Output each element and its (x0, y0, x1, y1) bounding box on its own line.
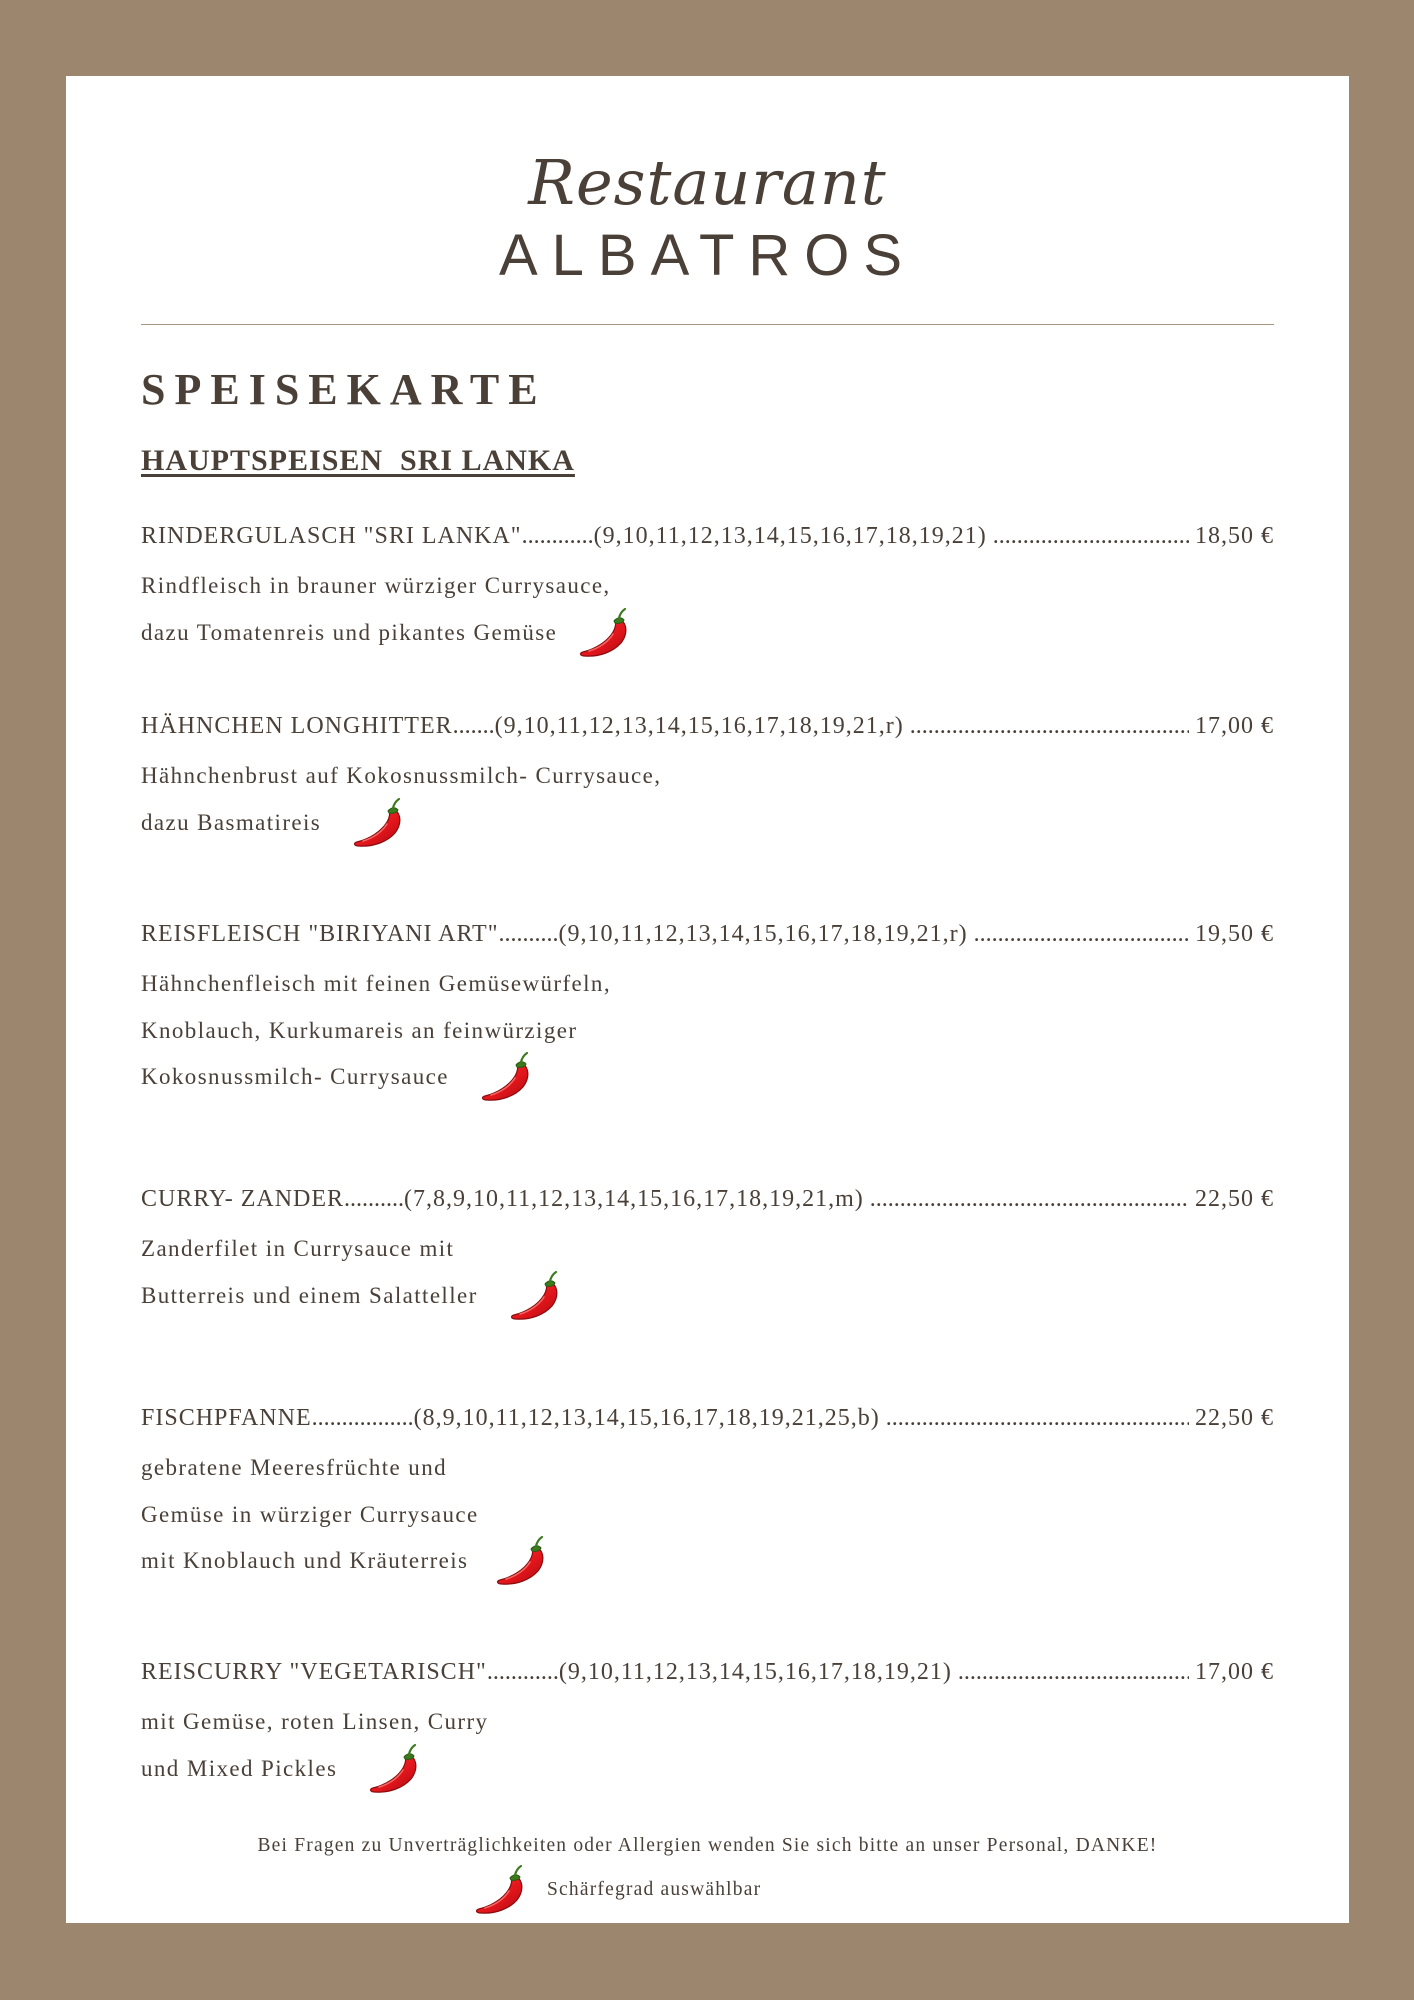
dish-dots: ................. (311, 1405, 414, 1431)
dish-allergens: (8,9,10,11,12,13,14,15,16,17,18,19,21,25,b) (413, 1405, 880, 1431)
dish-item (141, 921, 1274, 1101)
divider (141, 324, 1274, 325)
dish-name: REISFLEISCH "BIRIYANI ART" (141, 921, 499, 947)
dish-name: HÄHNCHEN LONGHITTER (141, 713, 453, 739)
dish-description-line: dazu Tomatenreis und pikantes Gemüse (141, 610, 1274, 657)
dish-allergens: (9,10,11,12,13,14,15,16,17,18,19,21) (593, 523, 987, 549)
dish-item (141, 1186, 1274, 1319)
spice-legend (471, 1863, 761, 1917)
dish-header (141, 921, 1274, 961)
chili-pepper-icon (471, 1863, 533, 1917)
dish-description-line: gebratene Meeresfrüchte und (141, 1455, 447, 1480)
dish-description-line: und Mixed Pickles (141, 1746, 1274, 1793)
spice-legend-text: Schärfegrad auswählbar (547, 1879, 762, 1900)
dish-header (141, 523, 1274, 563)
dish-description-line: dazu Basmatireis (141, 800, 1274, 847)
dish-description-line: Hähnchenbrust auf Kokosnussmilch- Currysauce, (141, 763, 662, 788)
dot-leader (886, 1405, 1189, 1432)
dish-description-line: mit Gemüse, roten Linsen, Curry (141, 1709, 489, 1734)
dish-price: 17,00 € (1195, 1659, 1274, 1685)
dish-price: 19,50 € (1195, 921, 1274, 947)
dish-allergens: (9,10,11,12,13,14,15,16,17,18,19,21) (558, 1659, 952, 1685)
dish-description-line: Knoblauch, Kurkumareis an feinwürziger (141, 1017, 578, 1043)
dot-leader (910, 713, 1189, 740)
chili-pepper-icon (477, 1050, 539, 1104)
dish-name: FISCHPFANNE (141, 1405, 312, 1431)
allergy-note: Bei Fragen zu Unverträglichkeiten oder Allergien wenden Sie sich bitte an unser Personal, DANKE! (257, 1835, 1158, 1856)
dish-price: 22,50 € (1195, 1186, 1274, 1212)
dish-header (141, 1405, 1274, 1445)
dish-price: 18,50 € (1195, 523, 1274, 549)
dish-description-line: Rindfleisch in brauner würziger Currysauce, (141, 573, 611, 598)
dish-item (141, 1405, 1274, 1585)
dish-header (141, 1659, 1274, 1699)
dish-description-line: Gemüse in würziger Currysauce (141, 1501, 479, 1527)
dish-name: REISCURRY "VEGETARISCH" (141, 1659, 487, 1685)
dish-header (141, 1186, 1274, 1226)
dish-price: 17,00 € (1195, 713, 1274, 739)
chili-pepper-icon (492, 1534, 554, 1588)
dish-allergens: (7,8,9,10,11,12,13,14,15,16,17,18,19,21,m) (404, 1186, 864, 1212)
dish-name: RINDERGULASCH "SRI LANKA" (141, 523, 522, 549)
chili-pepper-icon (575, 606, 637, 660)
dot-leader (870, 1186, 1189, 1213)
dish-dots: ............ (521, 523, 594, 549)
chili-pepper-icon (349, 796, 411, 850)
dish-description-line: Butterreis und einem Salatteller (141, 1273, 1274, 1320)
dot-leader (993, 523, 1189, 550)
dish-item (141, 523, 1274, 656)
dot-leader (974, 921, 1189, 948)
dish-dots: ....... (452, 713, 495, 739)
dish-allergens: (9,10,11,12,13,14,15,16,17,18,19,21,r) (494, 713, 904, 739)
chili-pepper-icon (506, 1269, 568, 1323)
dot-leader (958, 1659, 1189, 1686)
logo-script: Restaurant (528, 146, 887, 219)
logo-name: ALBATROS (498, 223, 917, 288)
menu-title: SPEISEKARTE (141, 365, 547, 414)
dish-header (141, 713, 1274, 753)
dish-dots: .......... (498, 921, 559, 947)
dish-dots: .......... (344, 1186, 405, 1212)
dish-item (141, 1659, 1274, 1792)
dish-description-line: mit Knoblauch und Kräuterreis (141, 1538, 1274, 1585)
dish-description-line: Kokosnussmilch- Currysauce (141, 1054, 1274, 1101)
menu-page (66, 76, 1349, 1923)
dish-name: CURRY- ZANDER (141, 1186, 345, 1212)
dish-dots: ............ (486, 1659, 559, 1685)
dish-price: 22,50 € (1195, 1405, 1274, 1431)
dish-description-line: Hähnchenfleisch mit feinen Gemüsewürfeln, (141, 971, 611, 996)
section-title: HAUPTSPEISEN SRI LANKA (141, 444, 575, 477)
chili-pepper-icon (365, 1742, 427, 1796)
dish-description-line: Zanderfilet in Currysauce mit (141, 1236, 455, 1261)
dish-item (141, 713, 1274, 846)
dish-allergens: (9,10,11,12,13,14,15,16,17,18,19,21,r) (558, 921, 968, 947)
